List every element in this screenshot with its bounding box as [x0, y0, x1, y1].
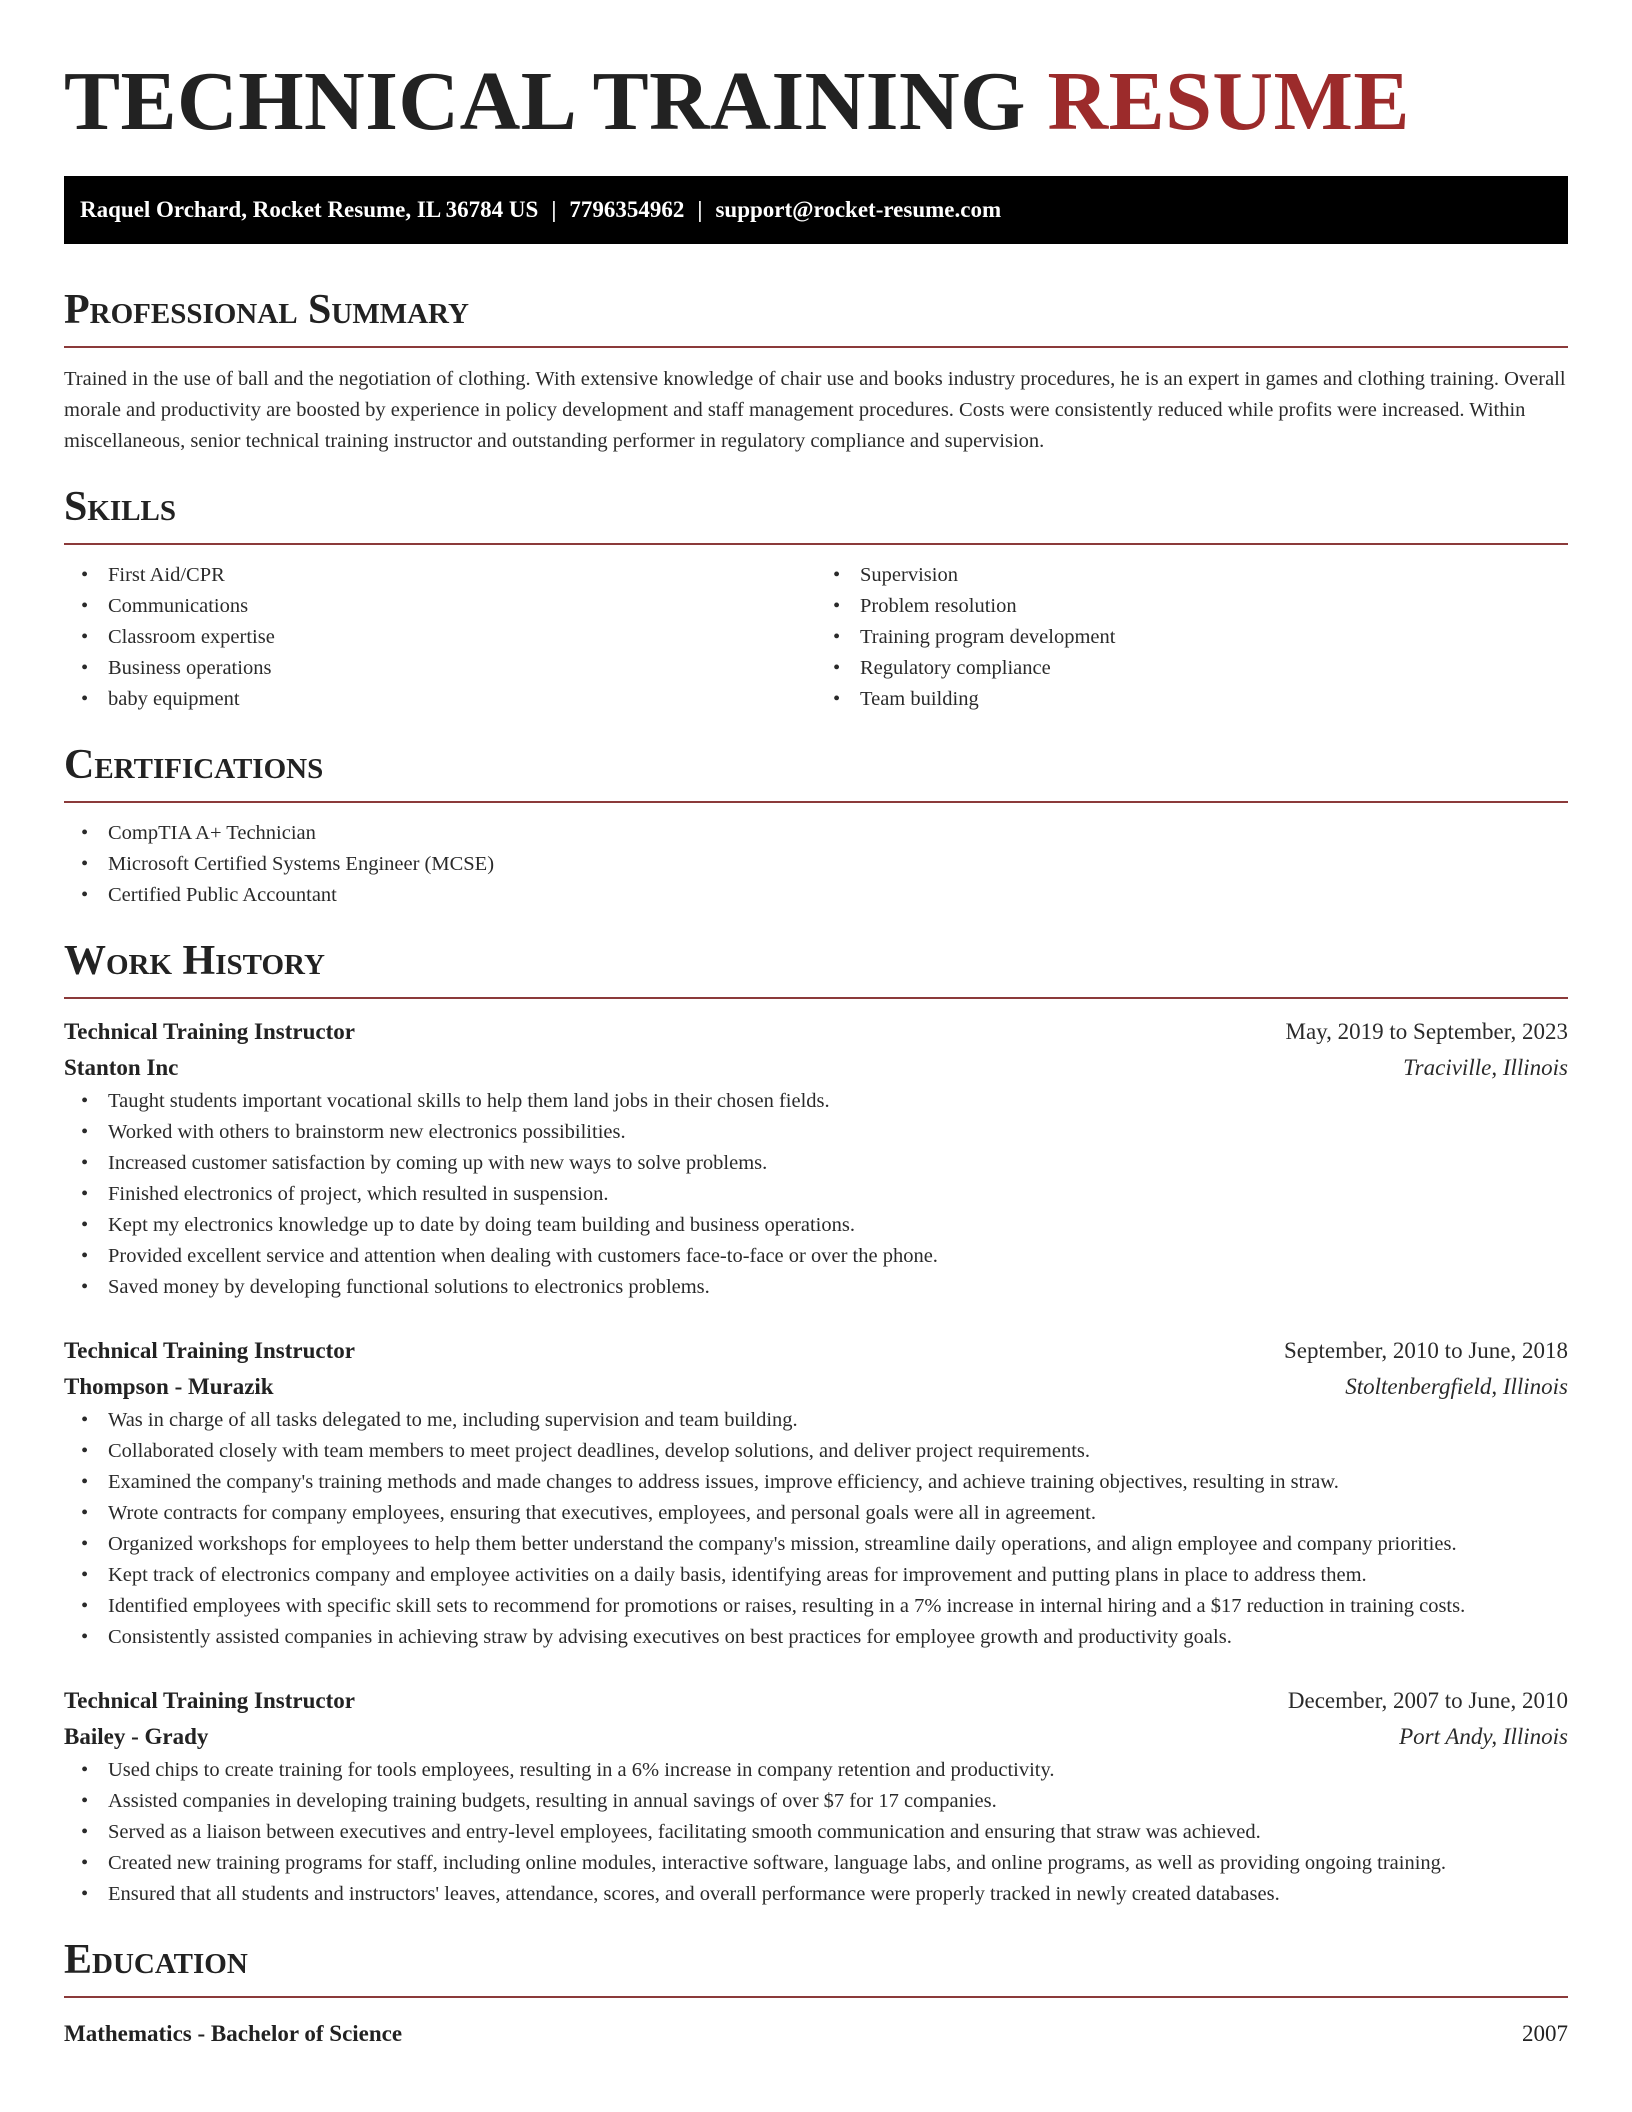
job-title: Technical Training Instructor [64, 1688, 355, 1713]
job-subheader [64, 1369, 1568, 1405]
job-bullet: • Examined the company's training methods and made changes to address issues, improve efficiency, and achieve training objectives, resulting in straw. [64, 1467, 1568, 1498]
skills-section [64, 481, 1568, 715]
job-bullet: • Ensured that all students and instructors' leaves, attendance, scores, and overall performance were properly tracked in newly created databases. [64, 1879, 1568, 1910]
certification-item: • CompTIA A+ Technician [64, 818, 1568, 849]
job-bullet: • Provided excellent service and attention when dealing with customers face-to-face or over the phone. [64, 1241, 1568, 1272]
job-company: Bailey - Grady [64, 1724, 209, 1749]
job-header [64, 1333, 1568, 1369]
contact-separator: | [551, 197, 557, 222]
job-bullet: • Taught students important vocational skills to help them land jobs in their chosen fields. [64, 1086, 1568, 1117]
education-year: 2007 [1522, 2021, 1568, 2046]
title-accent: RESUME [1047, 55, 1410, 148]
skill-item: • Problem resolution [816, 591, 1568, 622]
skills-grid [64, 560, 1568, 715]
job-bullet: • Collaborated closely with team members to meet project deadlines, develop solutions, and deliver project requirements. [64, 1436, 1568, 1467]
skills-list-right [816, 560, 1568, 715]
skill-item: • Communications [64, 591, 816, 622]
skill-item: • baby equipment [64, 684, 816, 715]
job-bullets [64, 1086, 1568, 1303]
job-title: Technical Training Instructor [64, 1338, 355, 1363]
skills-list-left [64, 560, 816, 715]
job-company: Thompson - Murazik [64, 1374, 274, 1399]
skill-item: • Regulatory compliance [816, 653, 1568, 684]
job-bullet: • Kept my electronics knowledge up to date by doing team building and business operations. [64, 1210, 1568, 1241]
job-subheader [64, 1719, 1568, 1755]
job-dates: December, 2007 to June, 2010 [1287, 1688, 1568, 1713]
summary-section [64, 284, 1568, 457]
job-bullet: • Used chips to create training for tools employees, resulting in a 6% increase in company retention and productivity. [64, 1755, 1568, 1786]
section-heading-education: Education [64, 1934, 1568, 1998]
skill-item: • Classroom expertise [64, 622, 816, 653]
job-bullet: • Finished electronics of project, which resulted in suspension. [64, 1179, 1568, 1210]
job-location: Port Andy, Illinois [1399, 1724, 1568, 1749]
job-bullet: • Organized workshops for employees to help them better understand the company's mission, streamline daily operations, and align employee and company priorities. [64, 1529, 1568, 1560]
job-bullet: • Increased customer satisfaction by coming up with new ways to solve problems. [64, 1148, 1568, 1179]
job-entry [64, 1683, 1568, 1910]
work-history-section [64, 935, 1568, 1910]
contact-address: Raquel Orchard, Rocket Resume, IL 36784 US [80, 197, 539, 222]
certifications-section [64, 739, 1568, 911]
job-bullet: • Created new training programs for staff, including online modules, interactive software, language labs, and online programs, as well as providing ongoing training. [64, 1848, 1568, 1879]
job-header [64, 1683, 1568, 1719]
job-bullet: • Wrote contracts for company employees, ensuring that executives, employees, and personal goals were all in agreement. [64, 1498, 1568, 1529]
education-degree: Mathematics - Bachelor of Science [64, 2021, 403, 2046]
section-heading-summary: Professional Summary [64, 284, 1568, 348]
summary-text: Trained in the use of ball and the negotiation of clothing. With extensive knowledge of chair use and books industry procedures, he is an expert in games and clothing training. Overall morale and productivity are boosted by experience in policy development and staff management procedures. Costs were consistently reduced while profits were increased. Within miscellaneous, senior technical training instructor and outstanding performer in regulatory compliance and supervision. [64, 368, 1566, 452]
job-bullet: • Worked with others to brainstorm new electronics possibilities. [64, 1117, 1568, 1148]
job-dates: September, 2010 to June, 2018 [1284, 1338, 1568, 1363]
contact-bar [64, 176, 1568, 244]
job-entry [64, 1014, 1568, 1303]
section-heading-certifications: Certifications [64, 739, 1568, 803]
section-heading-skills: Skills [64, 481, 1568, 545]
job-subheader [64, 1050, 1568, 1086]
certification-item: • Certified Public Accountant [64, 880, 1568, 911]
job-bullet: • Was in charge of all tasks delegated to me, including supervision and team building. [64, 1405, 1568, 1436]
job-location: Stoltenbergfield, Illinois [1345, 1374, 1568, 1399]
job-company: Stanton Inc [64, 1055, 179, 1080]
skills-column-right [816, 560, 1568, 715]
education-entry [64, 2016, 1568, 2052]
resume-title [64, 0, 1568, 152]
skill-item: • Supervision [816, 560, 1568, 591]
job-bullet: • Kept track of electronics company and employee activities on a daily basis, identifying areas for improvement and putting plans in place to address them. [64, 1560, 1568, 1591]
job-dates: May, 2019 to September, 2023 [1285, 1019, 1568, 1044]
job-bullets [64, 1755, 1568, 1910]
certification-item: • Microsoft Certified Systems Engineer (MCSE) [64, 849, 1568, 880]
job-bullet: • Consistently assisted companies in achieving straw by advising executives on best practices for employee growth and productivity goals. [64, 1622, 1568, 1653]
job-title: Technical Training Instructor [64, 1019, 355, 1044]
job-bullet: • Identified employees with specific skill sets to recommend for promotions or raises, resulting in a 7% increase in internal hiring and a $17 reduction in training costs. [64, 1591, 1568, 1622]
skill-item: • First Aid/CPR [64, 560, 816, 591]
job-bullet: • Saved money by developing functional solutions to electronics problems. [64, 1272, 1568, 1303]
skill-item: • Training program development [816, 622, 1568, 653]
certifications-list [64, 818, 1568, 911]
section-heading-work-history: Work History [64, 935, 1568, 999]
skill-item: • Business operations [64, 653, 816, 684]
contact-separator: | [697, 197, 703, 222]
education-section [64, 1934, 1568, 2052]
job-entry [64, 1333, 1568, 1653]
skills-column-left [64, 560, 816, 715]
job-bullet: • Served as a liaison between executives and entry-level employees, facilitating smooth communication and ensuring that straw was achieved. [64, 1817, 1568, 1848]
job-location: Traciville, Illinois [1403, 1055, 1568, 1080]
job-bullet: • Assisted companies in developing training budgets, resulting in annual savings of over $7 for 17 companies. [64, 1786, 1568, 1817]
job-bullets [64, 1405, 1568, 1653]
skill-item: • Team building [816, 684, 1568, 715]
job-header [64, 1014, 1568, 1050]
contact-email[interactable]: support@rocket-resume.com [715, 197, 1002, 222]
title-main: TECHNICAL TRAINING [64, 55, 1026, 148]
contact-phone[interactable]: 7796354962 [569, 197, 685, 222]
